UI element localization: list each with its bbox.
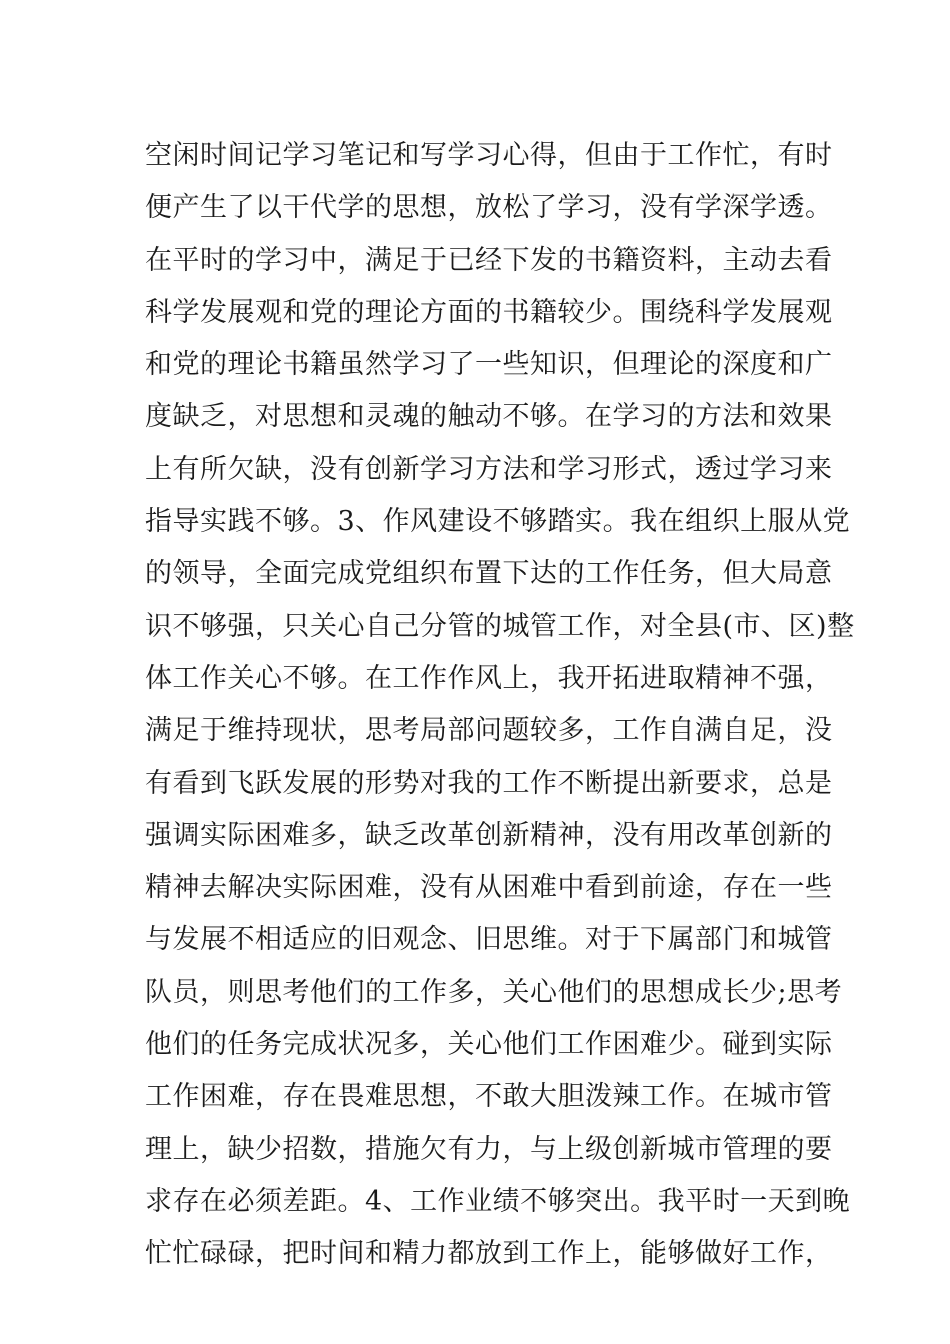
text-line: 强调实际困难多，缺乏改革创新精神，没有用改革创新的 [145, 819, 833, 851]
text-line: 满足于维持现状，思考局部问题较多，工作自满自足，没 [145, 715, 833, 747]
text-line: 有看到飞跃发展的形势对我的工作不断提出新要求，总是 [145, 767, 833, 799]
text-line: 空闲时间记学习笔记和写学习心得，但由于工作忙，有时 [145, 140, 833, 171]
text-line: 工作困难，存在畏难思想，不敢大胆泼辣工作。在城市管 [145, 1081, 833, 1113]
body-text [145, 130, 855, 1281]
text-line: 体工作关心不够。在工作作风上，我开拓进取精神不强， [145, 662, 833, 694]
text-line: 队员，则思考他们的工作多，关心他们的思想成长少;思考 [145, 976, 843, 1008]
text-line: 在平时的学习中，满足于已经下发的书籍资料，主动去看 [145, 244, 833, 276]
text-line: 科学发展观和党的理论方面的书籍较少。围绕科学发展观 [145, 296, 833, 328]
text-line: 指导实践不够。3、作风建设不够踏实。我在组织上服从党 [145, 506, 851, 538]
text-line: 精神去解决实际困难，没有从困难中看到前途，存在一些 [145, 872, 833, 904]
text-line: 忙忙碌碌，把时间和精力都放到工作上，能够做好工作， [145, 1238, 833, 1270]
text-line: 的领导，全面完成党组织布置下达的工作任务，但大局意 [145, 558, 833, 590]
text-line: 识不够强，只关心自己分管的城管工作，对全县(市、区)整 [145, 610, 855, 642]
text-line: 上有所欠缺，没有创新学习方法和学习形式，透过学习来 [145, 453, 833, 485]
text-line: 度缺乏，对思想和灵魂的触动不够。在学习的方法和效果 [145, 401, 833, 433]
text-line: 和党的理论书籍虽然学习了一些知识，但理论的深度和广 [145, 349, 833, 381]
text-line: 理上，缺少招数，措施欠有力，与上级创新城市管理的要 [145, 1133, 833, 1165]
text-line: 他们的任务完成状况多，关心他们工作困难少。碰到实际 [145, 1029, 833, 1061]
text-line: 便产生了以干代学的思想，放松了学习，没有学深学透。 [145, 192, 833, 224]
text-line: 与发展不相适应的旧观念、旧思维。对于下属部门和城管 [145, 924, 833, 956]
text-line: 求存在必须差距。4、工作业绩不够突出。我平时一天到晚 [145, 1185, 851, 1217]
